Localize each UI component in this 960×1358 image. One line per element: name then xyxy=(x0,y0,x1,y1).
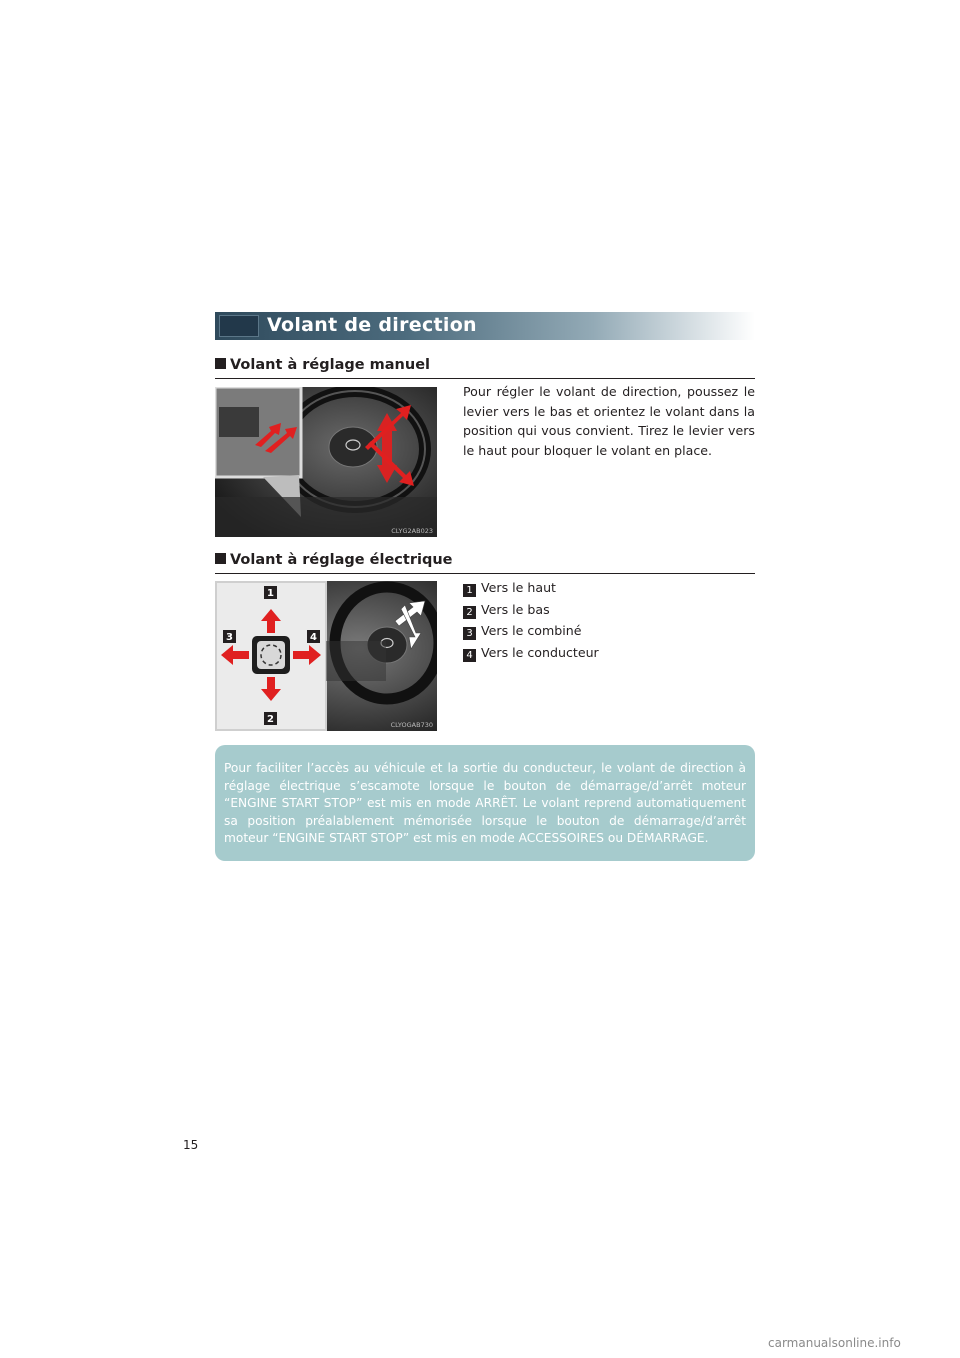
manual-steering-illustration xyxy=(215,387,437,537)
image-code: CLYG2AB023 xyxy=(391,527,433,535)
page-title: Volant de direction xyxy=(267,314,477,336)
svg-text:2: 2 xyxy=(267,714,274,725)
electric-steering-photo xyxy=(215,581,437,731)
svg-text:3: 3 xyxy=(226,632,233,643)
step-number: 4 xyxy=(463,649,476,662)
adjustment-steps xyxy=(463,580,599,666)
list-item: 1 Vers le haut xyxy=(463,580,599,602)
list-item: 3 Vers le combiné xyxy=(463,623,599,645)
section-title-bar xyxy=(215,312,755,340)
manual-instructions: Pour régler le volant de direction, poussez le levier vers le bas et orientez le volant dans la position qui vous convient. Tirez le levier vers le haut pour bloquer le volant en place. xyxy=(463,384,755,458)
callout-3 xyxy=(223,630,236,643)
title-thumbnail xyxy=(219,315,259,337)
list-item: 4 Vers le conducteur xyxy=(463,645,599,667)
heading-manual: Volant à réglage manuel xyxy=(215,354,755,379)
square-bullet-icon xyxy=(215,358,226,369)
svg-text:4: 4 xyxy=(310,632,317,643)
callout-4 xyxy=(307,630,320,643)
square-bullet-icon xyxy=(215,553,226,564)
heading-electric: Volant à réglage électrique xyxy=(215,549,755,574)
callout-1 xyxy=(264,586,277,599)
footer-watermark: carmanualsonline.info xyxy=(768,1336,901,1350)
callout-2 xyxy=(264,712,277,725)
step-number: 3 xyxy=(463,627,476,640)
list-item: 2 Vers le bas xyxy=(463,602,599,624)
manual-steering-photo xyxy=(215,387,437,537)
step-number: 2 xyxy=(463,606,476,619)
page-number: 15 xyxy=(183,1138,199,1152)
image-code: CLYOGAB730 xyxy=(390,721,433,729)
svg-text:1: 1 xyxy=(267,588,274,599)
step-number: 1 xyxy=(463,584,476,597)
info-note: Pour faciliter l’accès au véhicule et la sortie du conducteur, le volant de direction à réglage électrique s’escamote lorsque le bouton de démarrage/d’arrêt moteur “ENGINE START STOP” est mis en mode ARRÊT. Le volant reprend automatiquement sa position préalablement mémorisée lorsque le bouton de démarrage/d’arrêt moteur “ENGINE START STOP” est mis en mode ACCESSOIRES ou DÉMARRAGE. xyxy=(215,745,755,861)
electric-steering-illustration xyxy=(215,581,437,731)
